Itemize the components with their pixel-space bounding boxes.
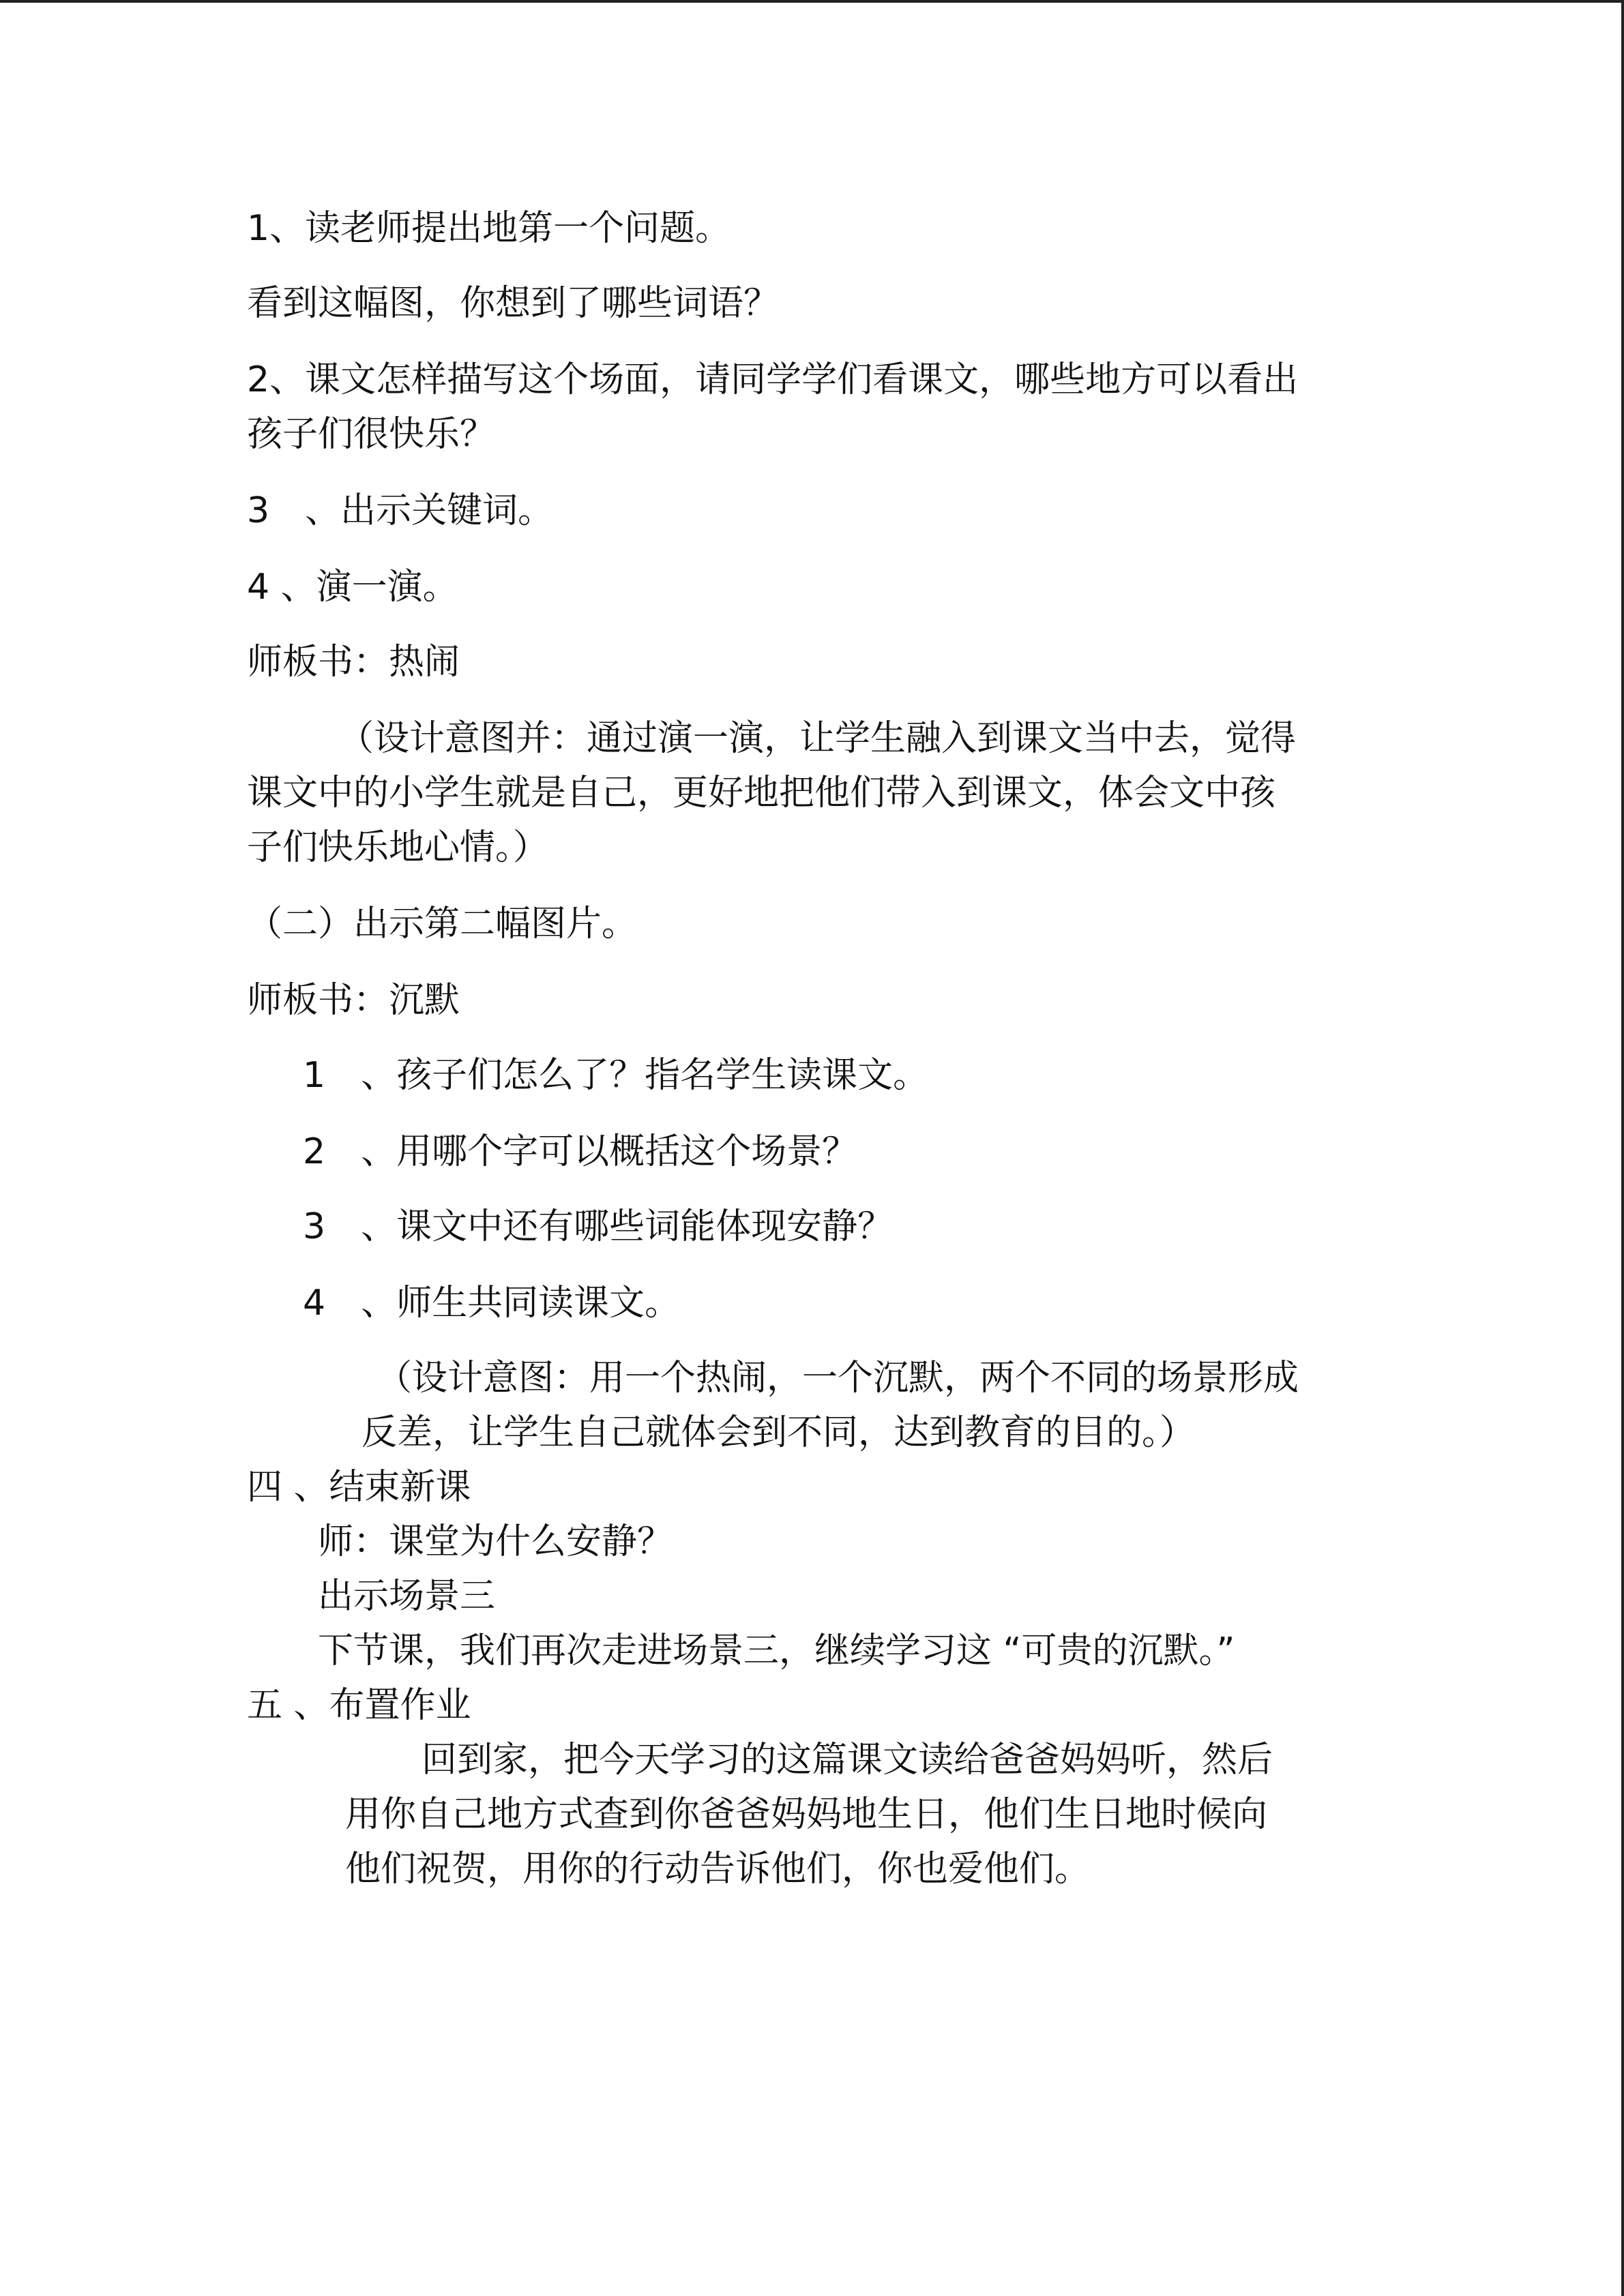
doc-line-18: 反差，让学生自己就体会到不同，达到教育的目的。） — [361, 1412, 1196, 1453]
doc-line-12: 师板书：沉默 — [247, 980, 460, 1021]
doc-line-20: 师：课堂为什么安静？ — [318, 1521, 673, 1562]
doc-line-16: 4 、师生共同读课文。 — [303, 1283, 681, 1324]
doc-line-4: 孩子们很快乐？ — [247, 414, 496, 455]
doc-line-7: 师板书：热闹 — [247, 642, 460, 683]
doc-line-25: 用你自己地方式查到你爸爸妈妈地生日，他们生日地时候向 — [345, 1794, 1268, 1835]
doc-line-3: 2、课文怎样描写这个场面，请同学学们看课文，哪些地方可以看出 — [247, 359, 1299, 400]
doc-line-2: 看到这幅图，你想到了哪些词语？ — [247, 283, 780, 324]
doc-line-19: 四 、结束新课 — [247, 1467, 471, 1508]
doc-line-6: 4 、演一演。 — [247, 567, 458, 608]
doc-line-22: 下节课，我们再次走进场景三，继续学习这 “可贵的沉默。” — [318, 1630, 1235, 1671]
doc-line-13: 1 、孩子们怎么了？指名学生读课文。 — [303, 1055, 929, 1096]
doc-line-8: （设计意图并：通过演一演，让学生融入到课文当中去，觉得 — [338, 718, 1297, 759]
doc-line-5: 3 、出示关键词。 — [247, 490, 554, 531]
doc-line-17: （设计意图：用一个热闹，一个沉默，两个不同的场景形成 — [377, 1358, 1299, 1399]
doc-line-26: 他们祝贺，用你的行动告诉他们，你也爱他们。 — [345, 1849, 1091, 1890]
doc-line-21: 出示场景三 — [318, 1576, 496, 1617]
doc-line-15: 3 、课文中还有哪些词能体现安静？ — [303, 1206, 894, 1247]
doc-line-10: 子们快乐地心情。） — [247, 827, 549, 868]
doc-line-9: 课文中的小学生就是自己，更好地把他们带入到课文，体会文中孩 — [247, 773, 1276, 814]
doc-line-11: （二）出示第二幅图片。 — [247, 904, 638, 944]
doc-line-1: 1、读老师提出地第一个问题。 — [247, 208, 731, 249]
doc-line-24: 回到家，把今天学习的这篇课文读给爸爸妈妈听，然后 — [422, 1740, 1273, 1780]
doc-line-23: 五 、布置作业 — [247, 1685, 471, 1726]
doc-line-14: 2 、用哪个字可以概括这个场景？ — [303, 1131, 858, 1172]
